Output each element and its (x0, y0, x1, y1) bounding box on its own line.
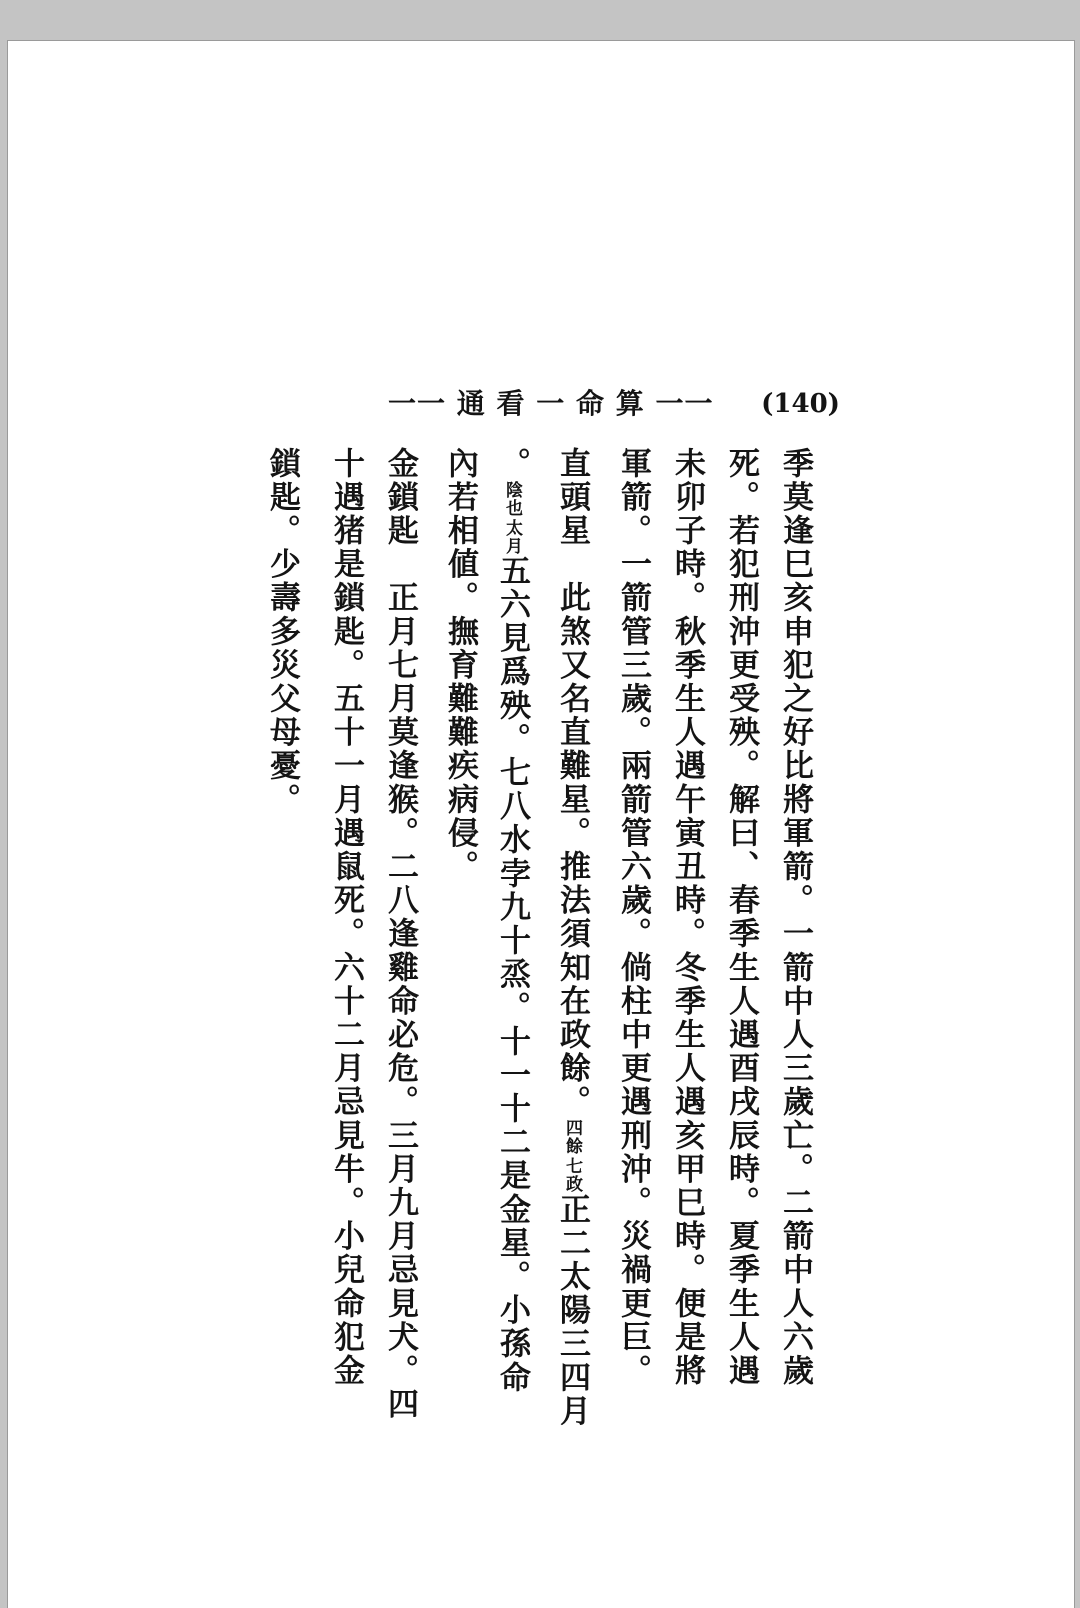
note-line-1: 七政 (562, 1157, 582, 1193)
note-line-2: 四餘 (562, 1119, 582, 1155)
text-column-10: 鎖匙。少壽多災父母憂。 (264, 447, 300, 817)
column-6-text-after: 五六見爲殃。七八水孛九十烝。十一十二是金星。小孫命 (494, 554, 530, 1395)
text-column-2: 死。若犯刑沖更受殃。解曰、春季生人遇酉戌辰時。夏季生人遇 (723, 447, 759, 1388)
page-header (388, 386, 840, 422)
text-column-6 (494, 447, 530, 1395)
inline-note-taiyin (503, 481, 520, 555)
note-line-2: 陰也 (502, 480, 522, 517)
page-number: (140) (761, 389, 840, 419)
column-5-text-before: 直頭星 此煞又名直難星。推法須知在政餘。 (554, 447, 590, 1119)
text-column-7: 內若相値。撫育難難疾病侵。 (442, 447, 478, 884)
text-column-4: 軍箭。一箭管三歲。兩箭管六歲。倘柱中更遇刑沖。災禍更巨。 (615, 447, 651, 1388)
column-5-text-after: 正二太陽三四月 (554, 1193, 590, 1429)
running-title: 一一 通 看 一 命 算 一一 (388, 387, 714, 420)
text-column-3: 未卯子時。秋季生人遇午寅丑時。冬季生人遇亥甲巳時。便是將 (669, 447, 705, 1388)
inline-note-qizheng-siyu (563, 1119, 580, 1193)
book-page (7, 40, 1075, 1608)
text-column-1: 季莫逢巳亥申犯之好比將軍箭。一箭中人三歲亡。二箭中人六歲 (777, 447, 813, 1388)
note-line-1: 太月 (502, 518, 522, 555)
column-6-text-before: 。 (494, 447, 530, 481)
text-column-5 (554, 447, 590, 1429)
text-column-9: 十遇猪是鎖匙。五十一月遇鼠死。六十二月忌見牛。小兒命犯金 (328, 447, 364, 1388)
text-column-8: 金鎖匙 正月七月莫逢猴。二八逢雞命必危。三月九月忌見犬。四 (382, 447, 418, 1422)
